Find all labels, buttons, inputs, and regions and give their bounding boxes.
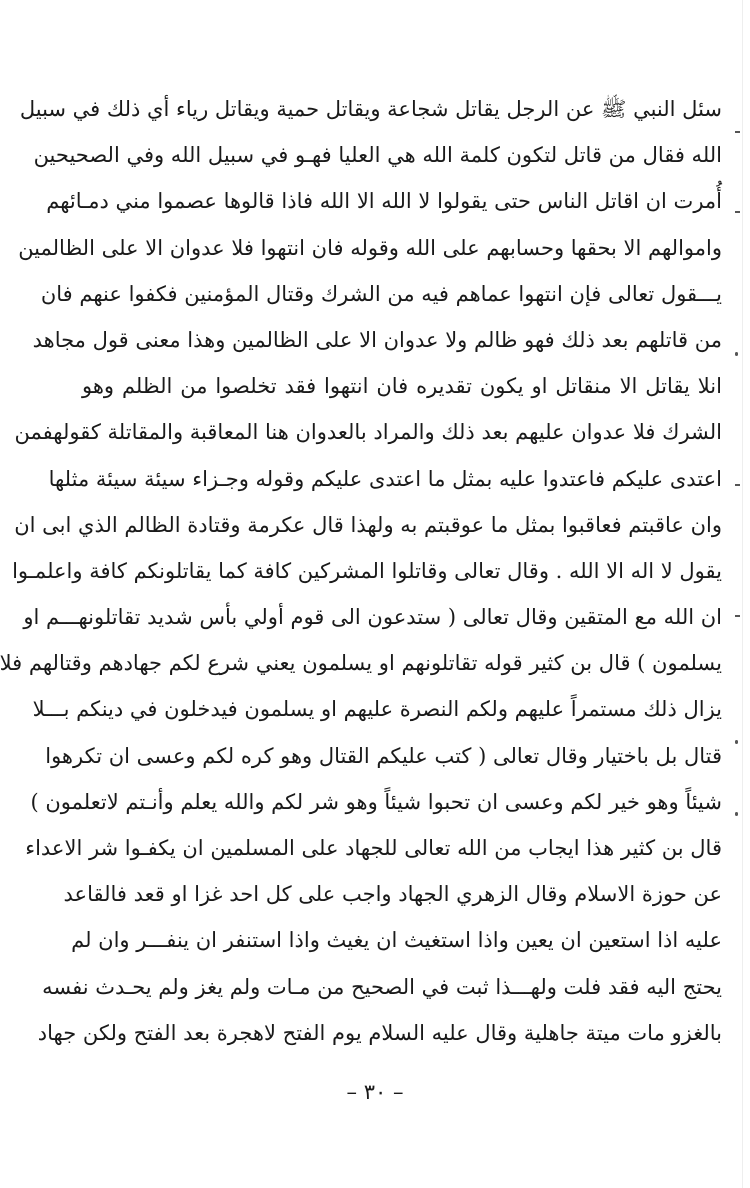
margin-mark: [735, 352, 738, 356]
margin-mark: [735, 484, 740, 486]
margin-mark: [735, 615, 740, 617]
text-line: يحتج اليه فقد فلت ولهـــذا ثبت في الصحيح من مـات ولم يغز ولم يحـدث نفسه: [42, 974, 722, 999]
text-line: شيئاً وهو خير لكم وعسى ان تحبوا شيئاً وهو شر لكم والله يعلم وأنـتم لاتعلمون ): [30, 789, 722, 814]
margin-mark: [735, 740, 738, 744]
text-line: يـــقول تعالى فإن انتهوا عماهم فيه من الشرك وقتال المؤمنين فكفوا عنهم فان: [40, 281, 722, 306]
text-line: ان الله مع المتقين وقال تعالى ( ستدعون الى قوم أولي بأس شديد تقاتلونهـــم او: [23, 605, 722, 630]
text-line: قال بن كثير هذا ايجاب من الله تعالى للجهاد على المسلمين ان يكفـوا شر الاعداء: [25, 836, 722, 860]
text-line: الله فقال من قاتل لتكون كلمة الله هي العليا فهـو في سبيل الله وفي الصحيحين: [33, 143, 722, 168]
text-line: سئل النبي ﷺ عن الرجل يقاتل شجاعة ويقاتل حمية ويقاتل رياء أي ذلك في سبيل: [19, 97, 722, 121]
text-line: يسلمون ) قال بن كثير قوله تقاتلونهم او يسلمون يعني شرع لكم جهادهم وقتالهم فلا: [0, 651, 722, 676]
text-line: اعتدى عليكم فاعتدوا عليه بمثل ما اعتدى عليكم وقوله وجـزاء سيئة سيئة مثلها: [48, 466, 722, 491]
body-text: [0, 86, 722, 1056]
text-line: يزال ذلك مستمراً عليهم ولكم النصرة عليهم او يسلمون فيدخلون في دينكم بـــلا: [32, 697, 722, 722]
margin-mark: [735, 211, 740, 213]
text-line: من قاتلهم بعد ذلك فهو ظالم ولا عدوان الا على الظالمين وهذا معنى قول مجاهد: [32, 327, 722, 352]
text-line: يقول لا اله الا الله . وقال تعالى وقاتلوا المشركين كافة كما يقاتلونكم كافة واعلمـوا: [12, 558, 722, 583]
text-line: أُمرت ان اقاتل الناس حتى يقولوا لا الله الا الله فاذا قالوها عصموا مني دمـائهم: [46, 189, 722, 214]
margin-mark: [735, 131, 740, 133]
text-line: وان عاقبتم فعاقبوا بمثل ما عوقبتم به ولهذا قال عكرمة وقتادة الظالم الذي ابى ان: [14, 512, 722, 537]
text-line: الشرك فلا عدوان عليهم بعد ذلك والمراد بالعدوان هنا المعاقبة والمقاتلة كقولهفمن: [14, 420, 722, 445]
text-line: عليه اذا استعين ان يعين واذا استغيث ان يغيث واذا استنفر ان ينفـــر وان لم: [71, 928, 722, 953]
text-line: انلا يقاتل الا منقاتل او يكون تقديره فان انتهوا فقد تخلصوا من الظلم وهو: [82, 374, 722, 399]
text-line: قتال بل باختيار وقال تعالى ( كتب عليكم القتال وهو كره لكم وعسى ان تكرهوا: [45, 743, 722, 768]
text-line: بالغزو مات ميتة جاهلية وقال عليه السلام يوم الفتح لاهجرة بعد الفتح ولكن جهاد: [37, 1020, 722, 1045]
page-edge-rule: [742, 0, 743, 1188]
text-line: واموالهم الا بحقها وحسابهم على الله وقوله فان انتهوا فلا عدوان الا على الظالمين: [18, 235, 722, 260]
margin-mark: [735, 812, 738, 816]
text-line: عن حوزة الاسلام وقال الزهري الجهاد واجب على كل احد غزا او قعد فالقاعد: [63, 882, 722, 907]
page-number: – ٣٠ –: [346, 1080, 404, 1104]
